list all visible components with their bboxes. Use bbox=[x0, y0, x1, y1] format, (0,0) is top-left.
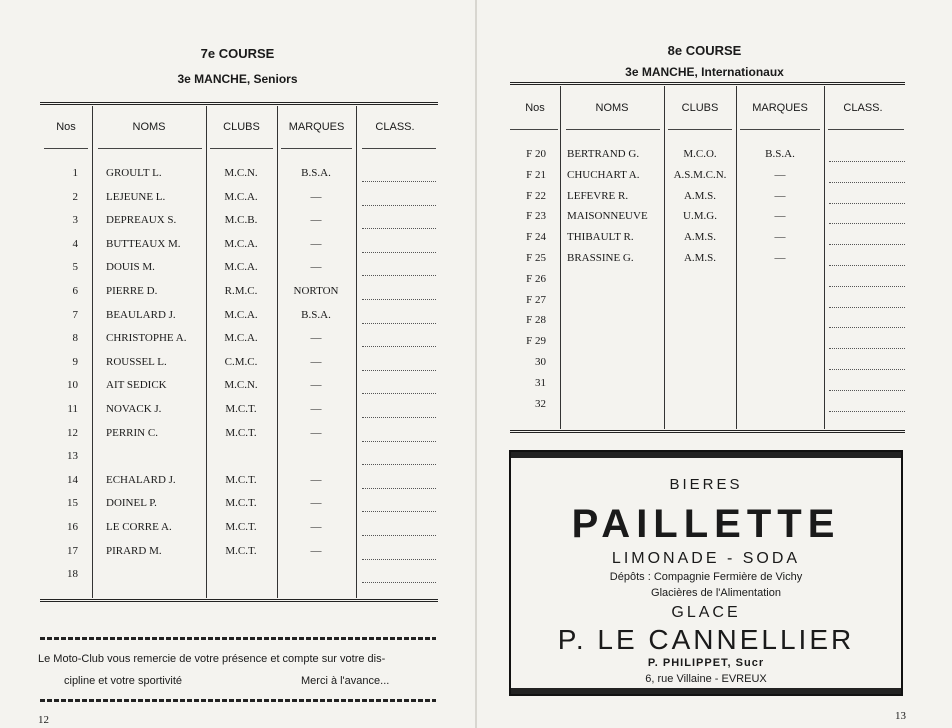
classification-dotted-line bbox=[829, 182, 905, 183]
classification-dotted-line bbox=[829, 203, 905, 204]
left-table-top-rule bbox=[40, 102, 438, 105]
right-header-class: CLASS. bbox=[843, 102, 883, 114]
row-number: 12 bbox=[67, 426, 78, 439]
rider-name: ECHALARD J. bbox=[106, 473, 176, 486]
club-name: C.M.C. bbox=[224, 355, 258, 368]
rider-name: PIERRE D. bbox=[106, 285, 158, 297]
ad-glace: GLACE bbox=[671, 604, 741, 621]
motorcycle-brand: — bbox=[310, 521, 322, 533]
ad-depots-label: Dépôts : bbox=[609, 571, 651, 583]
ad-bieres: BIERES bbox=[669, 476, 743, 493]
classification-dotted-line bbox=[362, 346, 436, 347]
row-number: 31 bbox=[535, 376, 546, 389]
row-number: 2 bbox=[72, 190, 78, 203]
rider-name: ROUSSEL L. bbox=[106, 355, 167, 368]
classification-dotted-line bbox=[829, 348, 905, 349]
left-page bbox=[0, 0, 475, 728]
club-name: M.C.T. bbox=[225, 544, 257, 557]
right-header-noms: NOMS bbox=[595, 102, 629, 114]
club-name: M.C.N. bbox=[224, 167, 258, 179]
club-name: A.M.S. bbox=[683, 189, 717, 202]
motorcycle-brand: — bbox=[310, 332, 322, 345]
motorcycle-brand: — bbox=[310, 190, 322, 203]
motorcycle-brand: — bbox=[774, 231, 786, 244]
row-number: 18 bbox=[67, 568, 78, 581]
row-number: F 23 bbox=[526, 210, 546, 223]
motorcycle-brand: — bbox=[310, 403, 322, 415]
classification-dotted-line bbox=[362, 181, 436, 182]
right-table-top-rule bbox=[510, 82, 905, 85]
left-header-underline bbox=[44, 148, 88, 149]
rider-name: AIT SEDICK bbox=[106, 379, 167, 392]
classification-dotted-line bbox=[829, 369, 905, 370]
left-col-divider bbox=[356, 106, 357, 598]
motorcycle-brand: B.S.A. bbox=[765, 148, 795, 160]
club-name: M.C.T. bbox=[225, 521, 257, 533]
left-course-title: 7e COURSE bbox=[200, 46, 275, 61]
rider-name: NOVACK J. bbox=[106, 403, 162, 415]
motorcycle-brand: — bbox=[310, 544, 322, 557]
club-name: M.C.A. bbox=[224, 332, 258, 345]
footer-thanks-line2: cipline et votre sportivité bbox=[64, 675, 182, 687]
left-course-subtitle: 3e MANCHE, Seniors bbox=[177, 72, 298, 86]
motorcycle-brand: — bbox=[310, 237, 322, 250]
left-table-bottom-rule bbox=[40, 599, 438, 602]
classification-dotted-line bbox=[362, 393, 436, 394]
row-number: F 24 bbox=[526, 231, 546, 244]
page-number: 12 bbox=[38, 714, 49, 726]
ad-top-band bbox=[511, 452, 901, 458]
club-name: R.M.C. bbox=[224, 285, 258, 297]
ad-owner-name: P. LE CANNELLIER bbox=[557, 624, 855, 655]
classification-dotted-line bbox=[362, 582, 436, 583]
classification-dotted-line bbox=[362, 441, 436, 442]
ad-limonade-soda: LIMONADE - SODA bbox=[611, 550, 801, 567]
right-header-clubs: CLUBS bbox=[681, 102, 719, 114]
row-number: 15 bbox=[67, 497, 78, 510]
classification-dotted-line bbox=[829, 390, 905, 391]
decorative-border bbox=[40, 637, 436, 640]
club-name: M.C.A. bbox=[224, 308, 258, 321]
motorcycle-brand: — bbox=[774, 252, 786, 264]
row-number: F 27 bbox=[526, 293, 546, 306]
left-header-clubs: CLUBS bbox=[223, 121, 260, 133]
right-header-marques: MARQUES bbox=[752, 102, 808, 114]
rider-name: BRASSINE G. bbox=[567, 252, 634, 264]
club-name: M.C.A. bbox=[224, 261, 258, 274]
row-number: 4 bbox=[72, 237, 78, 250]
decorative-border bbox=[40, 699, 436, 702]
club-name: U.M.G. bbox=[683, 210, 717, 223]
rider-name: BEAULARD J. bbox=[106, 308, 176, 321]
right-header-underline bbox=[668, 129, 732, 130]
club-name: M.C.T. bbox=[225, 497, 257, 510]
row-number: 7 bbox=[72, 308, 78, 321]
row-number: 3 bbox=[72, 214, 78, 227]
rider-name: LE CORRE A. bbox=[106, 521, 172, 533]
row-number: F 26 bbox=[526, 272, 546, 285]
club-name: A.M.S. bbox=[683, 231, 717, 244]
row-number: 32 bbox=[535, 397, 546, 410]
classification-dotted-line bbox=[362, 559, 436, 560]
left-header-underline bbox=[98, 148, 202, 149]
row-number: F 29 bbox=[526, 335, 546, 348]
right-header-underline bbox=[566, 129, 660, 130]
club-name: M.C.B. bbox=[224, 214, 258, 227]
row-number: 13 bbox=[67, 450, 78, 463]
classification-dotted-line bbox=[362, 370, 436, 371]
row-number: F 25 bbox=[526, 252, 546, 264]
ad-depots-vichy: Compagnie Fermière de Vichy bbox=[653, 571, 803, 583]
right-table-bottom-rule bbox=[510, 430, 905, 433]
classification-dotted-line bbox=[829, 411, 905, 412]
left-header-underline bbox=[362, 148, 436, 149]
club-name: M.C.O. bbox=[683, 148, 717, 160]
left-header-marques: MARQUES bbox=[288, 121, 345, 133]
footer-thanks-line1: Le Moto-Club vous remercie de votre présence et compte sur votre dis- bbox=[38, 653, 386, 665]
classification-dotted-line bbox=[829, 265, 905, 266]
club-name: M.C.A. bbox=[224, 237, 258, 250]
classification-dotted-line bbox=[362, 252, 436, 253]
classification-dotted-line bbox=[829, 307, 905, 308]
motorcycle-brand: — bbox=[310, 355, 322, 368]
classification-dotted-line bbox=[362, 535, 436, 536]
ad-depots-line1 bbox=[511, 571, 901, 583]
ad-address: 6, rue Villaine - EVREUX bbox=[645, 673, 767, 685]
rider-name: CHUCHART A. bbox=[567, 168, 640, 181]
row-number: 1 bbox=[72, 167, 78, 179]
club-name: M.C.T. bbox=[225, 403, 257, 415]
classification-dotted-line bbox=[829, 223, 905, 224]
left-col-divider bbox=[92, 106, 93, 598]
rider-name: GROULT L. bbox=[106, 167, 162, 179]
row-number: 6 bbox=[72, 285, 78, 297]
rider-name: THIBAULT R. bbox=[567, 231, 634, 244]
motorcycle-brand: — bbox=[310, 426, 322, 439]
classification-dotted-line bbox=[362, 464, 436, 465]
right-col-divider bbox=[736, 86, 737, 429]
club-name: M.C.T. bbox=[225, 426, 257, 439]
right-header-no: Nos bbox=[525, 102, 545, 114]
left-col-divider bbox=[277, 106, 278, 598]
ad-successor: P. PHILIPPET, Sucr bbox=[647, 657, 765, 669]
right-header-underline bbox=[740, 129, 820, 130]
rider-name: MAISONNEUVE bbox=[567, 210, 648, 223]
motorcycle-brand: — bbox=[310, 497, 322, 510]
classification-dotted-line bbox=[362, 323, 436, 324]
row-number: 10 bbox=[67, 379, 78, 392]
ad-depots-glacieres: Glacières de l'Alimentation bbox=[651, 587, 781, 599]
row-number: 8 bbox=[72, 332, 78, 345]
row-number: 9 bbox=[72, 355, 78, 368]
classification-dotted-line bbox=[362, 275, 436, 276]
classification-dotted-line bbox=[362, 299, 436, 300]
rider-name: PERRIN C. bbox=[106, 426, 158, 439]
motorcycle-brand: B.S.A. bbox=[301, 308, 331, 321]
rider-name: DOINEL P. bbox=[106, 497, 157, 510]
classification-dotted-line bbox=[829, 244, 905, 245]
motorcycle-brand: — bbox=[774, 189, 786, 202]
club-name: M.C.T. bbox=[225, 473, 257, 486]
page-number: 13 bbox=[895, 710, 906, 722]
left-header-underline bbox=[281, 148, 352, 149]
rider-name: BUTTEAUX M. bbox=[106, 237, 181, 250]
motorcycle-brand: — bbox=[310, 379, 322, 392]
classification-dotted-line bbox=[362, 488, 436, 489]
club-name: M.C.N. bbox=[224, 379, 258, 392]
row-number: 5 bbox=[72, 261, 78, 274]
row-number: 16 bbox=[67, 521, 78, 533]
right-col-divider bbox=[560, 86, 561, 429]
left-col-divider bbox=[206, 106, 207, 598]
row-number: F 28 bbox=[526, 314, 546, 327]
row-number: 30 bbox=[535, 356, 546, 368]
right-col-divider bbox=[824, 86, 825, 429]
right-course-subtitle: 3e MANCHE, Internationaux bbox=[625, 65, 784, 79]
rider-name: BERTRAND G. bbox=[567, 148, 640, 160]
rider-name: DEPREAUX S. bbox=[106, 214, 177, 227]
left-header-underline bbox=[210, 148, 273, 149]
classification-dotted-line bbox=[829, 286, 905, 287]
motorcycle-brand: — bbox=[310, 473, 322, 486]
row-number: 14 bbox=[67, 473, 78, 486]
right-col-divider bbox=[664, 86, 665, 429]
row-number: F 22 bbox=[526, 189, 546, 202]
row-number: F 21 bbox=[526, 168, 546, 181]
rider-name: DOUIS M. bbox=[106, 261, 155, 274]
classification-dotted-line bbox=[362, 205, 436, 206]
right-header-underline bbox=[828, 129, 904, 130]
ad-bottom-band bbox=[511, 688, 901, 694]
left-header-no: Nos bbox=[56, 121, 76, 133]
footer-merci: Merci à l'avance... bbox=[301, 675, 390, 687]
motorcycle-brand: B.S.A. bbox=[301, 167, 331, 179]
club-name: A.S.M.C.N. bbox=[673, 168, 727, 181]
left-header-class: CLASS. bbox=[375, 121, 415, 133]
rider-name: LEJEUNE L. bbox=[106, 190, 166, 203]
rider-name: PIRARD M. bbox=[106, 544, 162, 557]
motorcycle-brand: NORTON bbox=[293, 285, 339, 297]
row-number: 11 bbox=[67, 403, 78, 415]
ad-brand-paillette: PAILLETTE bbox=[571, 502, 841, 546]
motorcycle-brand: — bbox=[774, 210, 786, 223]
rider-name: LEFEVRE R. bbox=[567, 189, 629, 202]
classification-dotted-line bbox=[829, 161, 905, 162]
classification-dotted-line bbox=[829, 327, 905, 328]
row-number: 17 bbox=[67, 544, 78, 557]
club-name: A.M.S. bbox=[683, 252, 717, 264]
row-number: F 20 bbox=[526, 148, 546, 160]
motorcycle-brand: — bbox=[310, 214, 322, 227]
right-header-underline bbox=[510, 129, 558, 130]
classification-dotted-line bbox=[362, 511, 436, 512]
motorcycle-brand: — bbox=[774, 168, 786, 181]
paillette-advertisement bbox=[509, 450, 903, 696]
classification-dotted-line bbox=[362, 228, 436, 229]
rider-name: CHRISTOPHE A. bbox=[106, 332, 187, 345]
motorcycle-brand: — bbox=[310, 261, 322, 274]
left-header-noms: NOMS bbox=[132, 121, 166, 133]
classification-dotted-line bbox=[362, 417, 436, 418]
club-name: M.C.A. bbox=[224, 190, 258, 203]
right-course-title: 8e COURSE bbox=[667, 43, 742, 58]
